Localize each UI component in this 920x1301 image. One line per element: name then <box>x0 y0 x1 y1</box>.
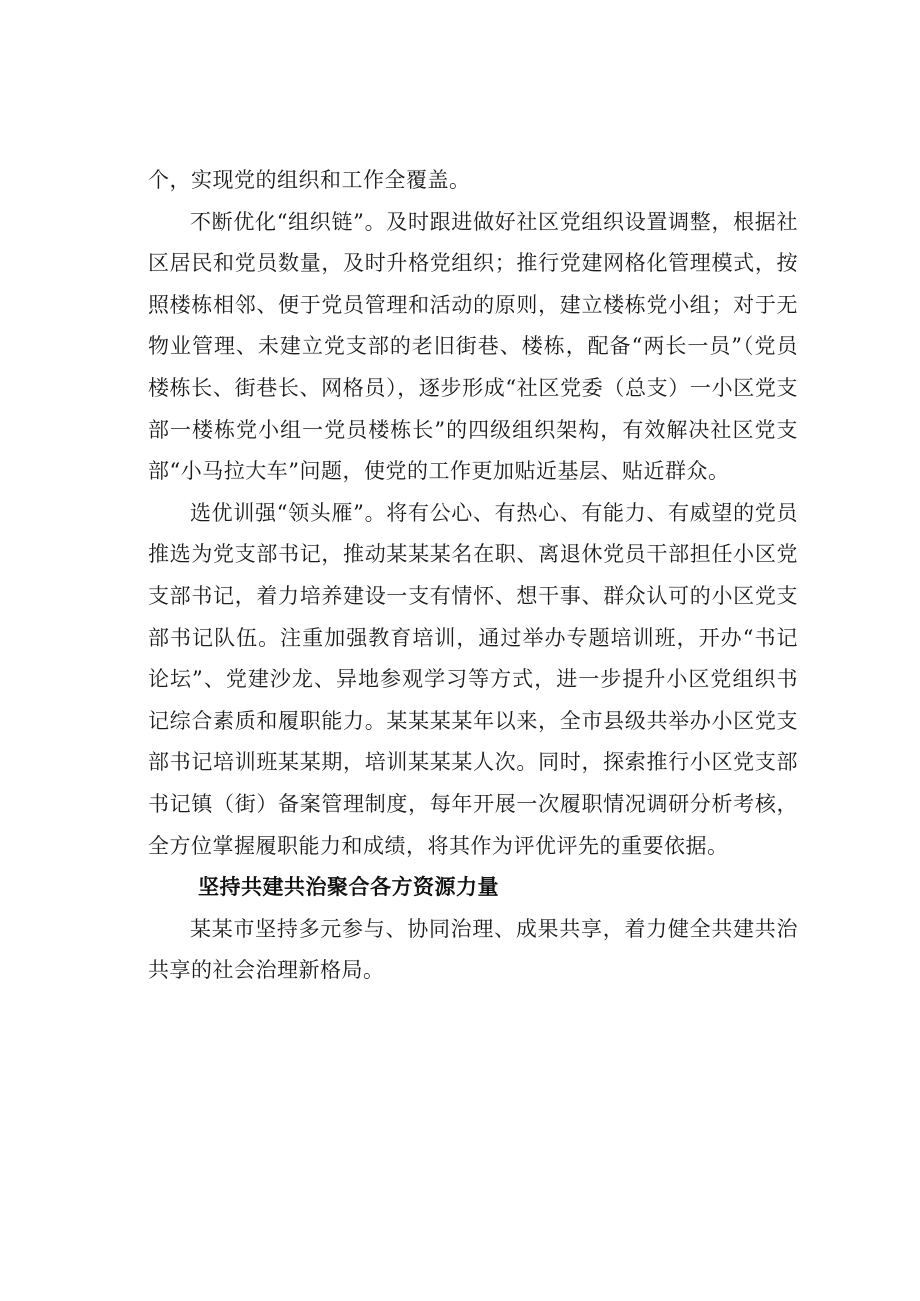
paragraph-organization-chain: 不断优化“组织链”。及时跟进做好社区党组织设置调整，根据社区居民和党员数量，及时升格党组织；推行党建网格化管理模式，按照楼栋相邻、便于党员管理和活动的原则，建立楼栋党小组；对于无物业管理、未建立党支部的老旧街巷、楼栋，配备“两长一员”（党员楼栋长、街巷长、网格员），逐步形成“社区党委（总支）一小区党支部一楼栋党小组一党员楼栋长”的四级组织架构，有效解决社区党支部“小马拉大车”问题，使党的工作更加贴近基层、贴近群众。 <box>148 209 798 484</box>
document-body <box>148 160 798 992</box>
paragraph-continuation: 个，实现党的组织和工作全覆盖。 <box>148 168 471 192</box>
paragraph-governance: 某某市坚持多元参与、协同治理、成果共享，着力健全共建共治共享的社会治理新格局。 <box>148 916 798 983</box>
paragraph-leader-training: 选优训强“领头雁”。将有公心、有热心、有能力、有威望的党员推选为党支部书记，推动某某某名在职、离退休党员干部担任小区党支部书记，着力培养建设一支有情怀、想干事、群众认可的小区党支部书记队伍。注重加强教育培训，通过举办专题培训班，开办“书记论坛”、党建沙龙、异地参观学习等方式，进一步提升小区党组织书记综合素质和履职能力。某某某某年以来，全市县级共举办小区党支部书记培训班某某期，培训某某某人次。同时，探索推行小区党支部书记镇（街）备案管理制度，每年开展一次履职情况调研分析考核，全方位掌握履职能力和成绩，将其作为评优评先的重要依据。 <box>148 500 798 858</box>
section-heading: 坚持共建共治聚合各方资源力量 <box>198 875 499 900</box>
